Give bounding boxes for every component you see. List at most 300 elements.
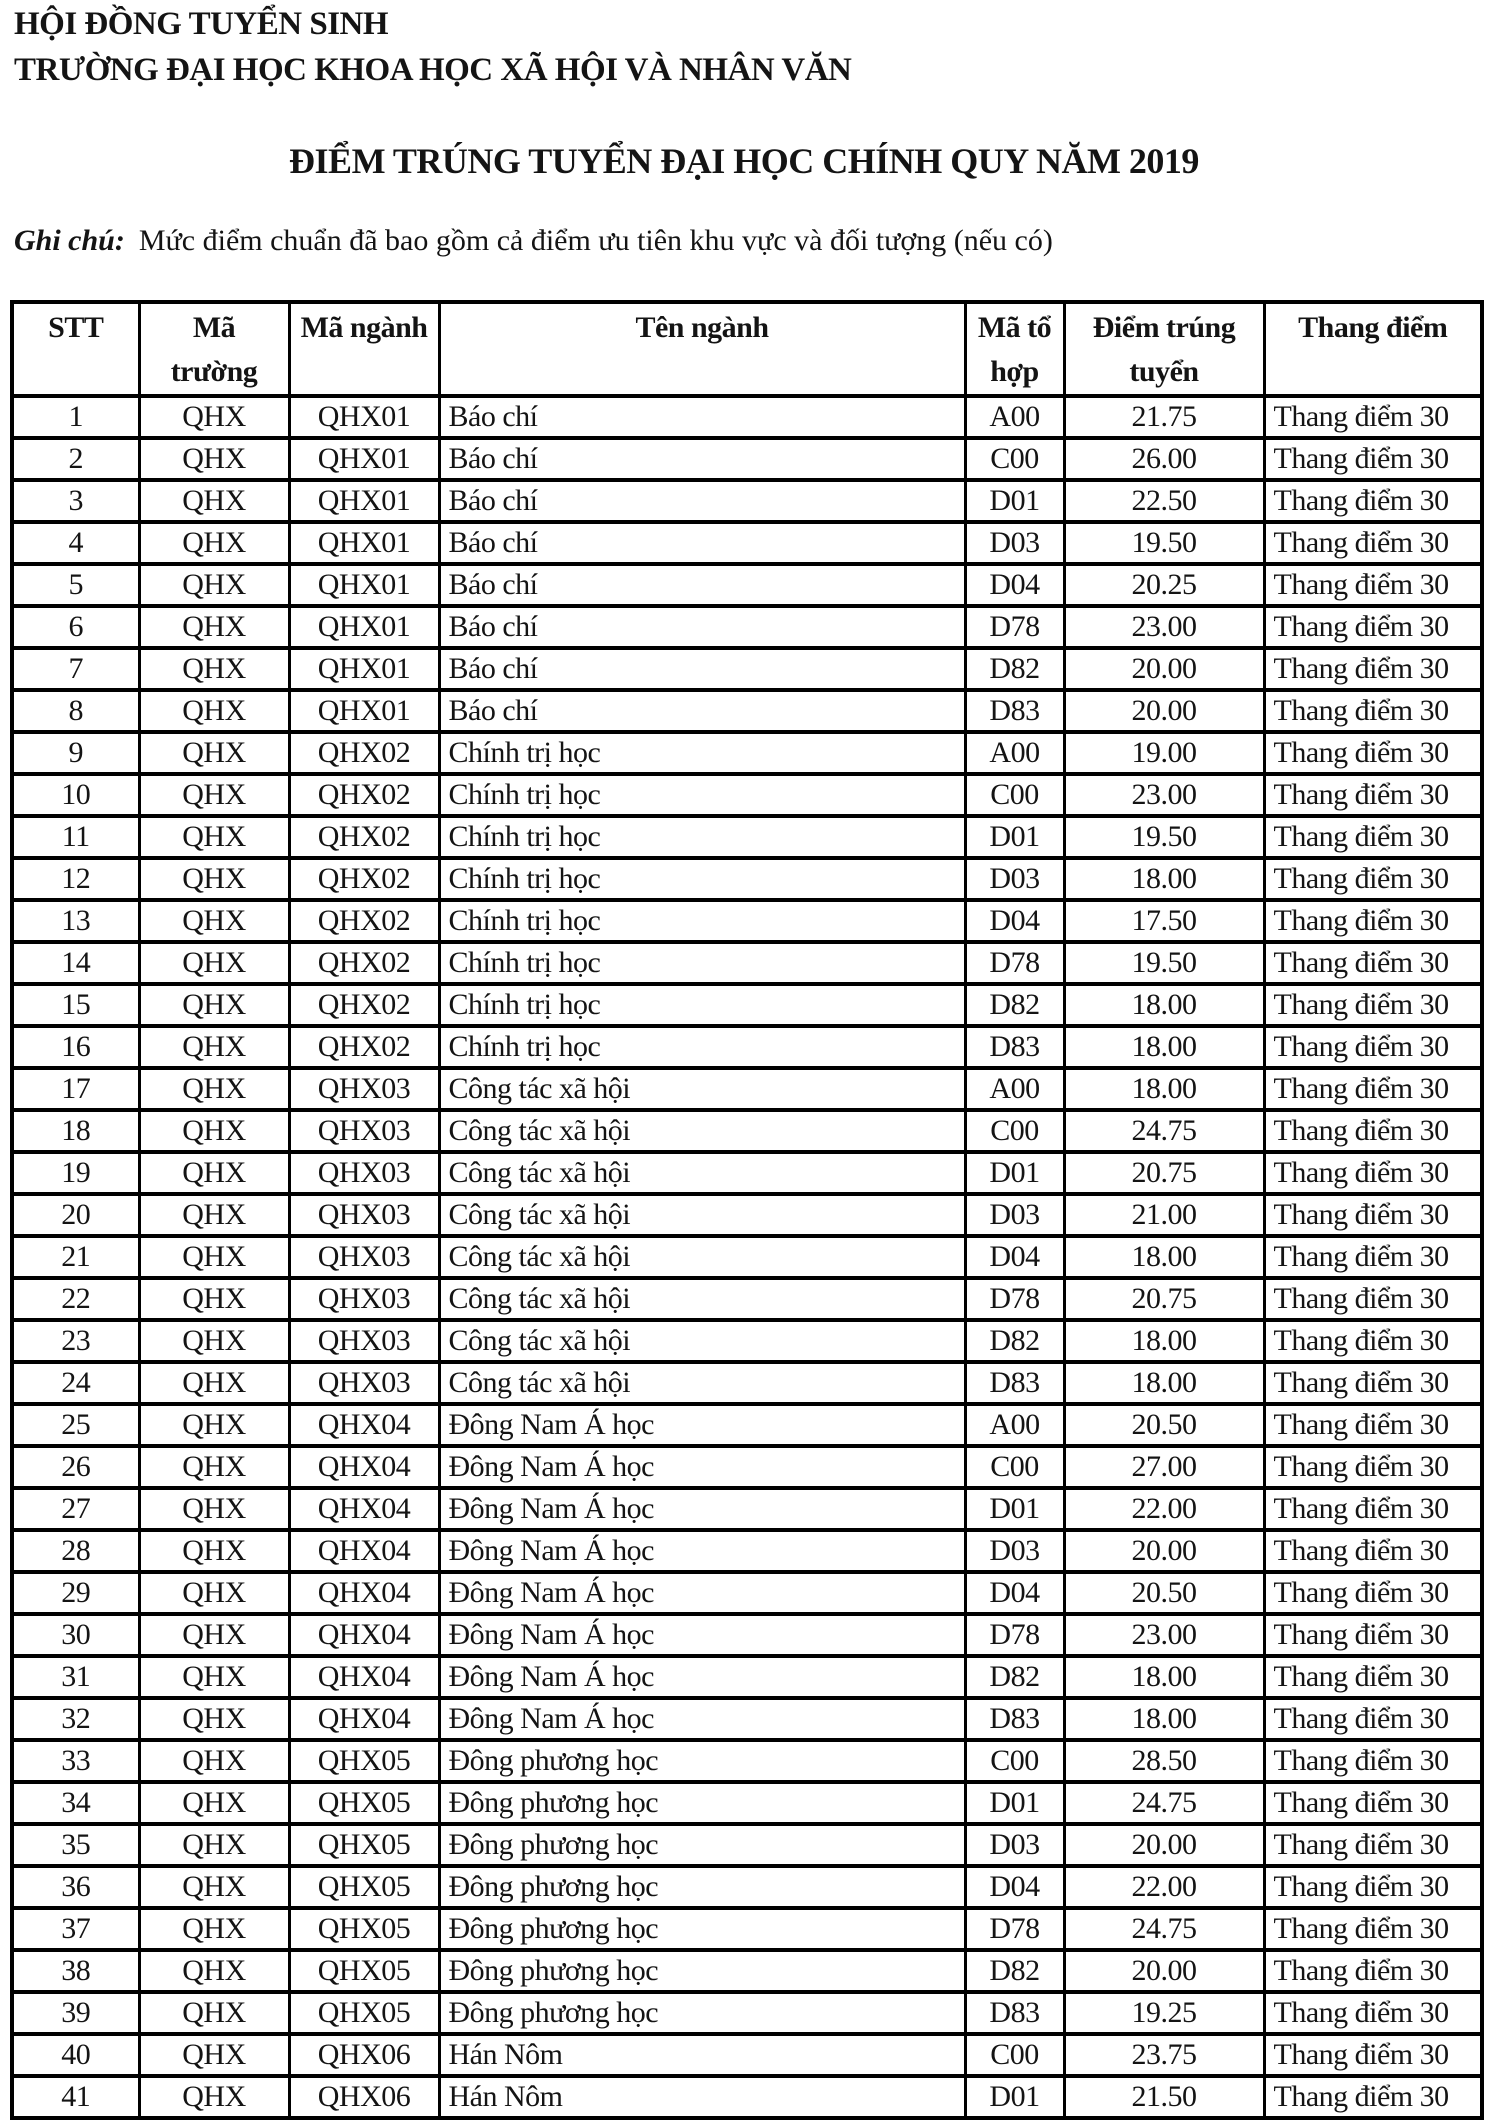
cell-score: 19.50 (1064, 522, 1264, 564)
col-header-major-code (289, 302, 439, 396)
table-row (12, 648, 1482, 690)
cell-major-code: QHX01 (289, 606, 439, 648)
header-line1: Điểm trúng (1092, 311, 1236, 344)
cell-stt: 10 (12, 774, 139, 816)
cell-combo-code: D04 (965, 564, 1064, 606)
cell-school-code: QHX (139, 1320, 289, 1362)
cell-stt: 2 (12, 438, 139, 480)
cell-combo-code: D82 (965, 648, 1064, 690)
table-row (12, 774, 1482, 816)
cell-major-name: Hán Nôm (439, 2034, 965, 2076)
cell-combo-code: D01 (965, 480, 1064, 522)
cell-stt: 22 (12, 1278, 139, 1320)
cell-combo-code: D03 (965, 858, 1064, 900)
cell-school-code: QHX (139, 648, 289, 690)
cell-stt: 36 (12, 1866, 139, 1908)
cell-stt: 4 (12, 522, 139, 564)
cell-scale: Thang điểm 30 (1264, 1362, 1482, 1404)
cell-school-code: QHX (139, 480, 289, 522)
cell-major-code: QHX03 (289, 1320, 439, 1362)
table-row (12, 1362, 1482, 1404)
cell-major-name: Đông phương học (439, 1824, 965, 1866)
cell-score: 22.00 (1064, 1866, 1264, 1908)
note-label: Ghi chú: (14, 224, 125, 257)
cell-scale: Thang điểm 30 (1264, 1698, 1482, 1740)
cell-score: 23.00 (1064, 774, 1264, 816)
cell-school-code: QHX (139, 2076, 289, 2118)
table-row (12, 1026, 1482, 1068)
cell-scale: Thang điểm 30 (1264, 984, 1482, 1026)
table-row (12, 1950, 1482, 1992)
cell-school-code: QHX (139, 1026, 289, 1068)
cell-scale: Thang điểm 30 (1264, 1446, 1482, 1488)
cell-scale: Thang điểm 30 (1264, 2034, 1482, 2076)
cell-school-code: QHX (139, 942, 289, 984)
cell-school-code: QHX (139, 1530, 289, 1572)
table-header (12, 302, 1482, 396)
cell-school-code: QHX (139, 1950, 289, 1992)
table-row (12, 732, 1482, 774)
cell-score: 17.50 (1064, 900, 1264, 942)
cell-stt: 14 (12, 942, 139, 984)
cell-score: 24.75 (1064, 1908, 1264, 1950)
cell-stt: 5 (12, 564, 139, 606)
cell-combo-code: D04 (965, 1236, 1064, 1278)
cell-stt: 33 (12, 1740, 139, 1782)
cell-stt: 8 (12, 690, 139, 732)
cell-score: 21.00 (1064, 1194, 1264, 1236)
cell-stt: 20 (12, 1194, 139, 1236)
cell-score: 18.00 (1064, 1320, 1264, 1362)
cell-score: 23.00 (1064, 606, 1264, 648)
cell-score: 24.75 (1064, 1110, 1264, 1152)
cell-stt: 7 (12, 648, 139, 690)
cell-major-name: Báo chí (439, 480, 965, 522)
table-row (12, 690, 1482, 732)
cell-major-code: QHX04 (289, 1446, 439, 1488)
cell-stt: 13 (12, 900, 139, 942)
table-row (12, 1572, 1482, 1614)
col-header-scale (1264, 302, 1482, 396)
cell-score: 28.50 (1064, 1740, 1264, 1782)
cell-school-code: QHX (139, 1740, 289, 1782)
cell-score: 19.50 (1064, 816, 1264, 858)
cell-major-code: QHX02 (289, 942, 439, 984)
cell-school-code: QHX (139, 522, 289, 564)
cell-combo-code: A00 (965, 396, 1064, 438)
cell-scale: Thang điểm 30 (1264, 480, 1482, 522)
table-row (12, 984, 1482, 1026)
cell-scale: Thang điểm 30 (1264, 732, 1482, 774)
cell-school-code: QHX (139, 774, 289, 816)
cell-major-code: QHX03 (289, 1152, 439, 1194)
cell-scale: Thang điểm 30 (1264, 1110, 1482, 1152)
cell-scale: Thang điểm 30 (1264, 1866, 1482, 1908)
cell-stt: 6 (12, 606, 139, 648)
cell-major-code: QHX04 (289, 1572, 439, 1614)
cell-major-name: Chính trị học (439, 984, 965, 1026)
cell-stt: 21 (12, 1236, 139, 1278)
cell-scale: Thang điểm 30 (1264, 774, 1482, 816)
page-title: ĐIỂM TRÚNG TUYỂN ĐẠI HỌC CHÍNH QUY NĂM 2019 (289, 141, 1199, 181)
cell-stt: 27 (12, 1488, 139, 1530)
cell-school-code: QHX (139, 1824, 289, 1866)
cell-scale: Thang điểm 30 (1264, 1320, 1482, 1362)
col-header-stt (12, 302, 139, 396)
cell-school-code: QHX (139, 606, 289, 648)
header-line2: trường (170, 355, 258, 388)
cell-combo-code: D83 (965, 1026, 1064, 1068)
cell-combo-code: D01 (965, 1152, 1064, 1194)
cell-major-code: QHX03 (289, 1362, 439, 1404)
cell-school-code: QHX (139, 1194, 289, 1236)
cell-school-code: QHX (139, 396, 289, 438)
cell-stt: 35 (12, 1824, 139, 1866)
cell-score: 20.00 (1064, 648, 1264, 690)
table-row (12, 1278, 1482, 1320)
cell-major-name: Công tác xã hội (439, 1362, 965, 1404)
table-row (12, 1110, 1482, 1152)
cell-score: 18.00 (1064, 984, 1264, 1026)
cell-score: 20.00 (1064, 1824, 1264, 1866)
cell-major-name: Đông phương học (439, 1908, 965, 1950)
cell-major-code: QHX02 (289, 858, 439, 900)
cell-score: 18.00 (1064, 1362, 1264, 1404)
cell-school-code: QHX (139, 858, 289, 900)
cell-stt: 9 (12, 732, 139, 774)
cell-combo-code: D82 (965, 1320, 1064, 1362)
cell-major-code: QHX04 (289, 1404, 439, 1446)
cell-school-code: QHX (139, 1404, 289, 1446)
cell-major-code: QHX06 (289, 2076, 439, 2118)
table-row (12, 1152, 1482, 1194)
cell-score: 19.50 (1064, 942, 1264, 984)
cell-score: 22.50 (1064, 480, 1264, 522)
cell-score: 18.00 (1064, 1068, 1264, 1110)
table-row (12, 1446, 1482, 1488)
cell-stt: 28 (12, 1530, 139, 1572)
cell-stt: 37 (12, 1908, 139, 1950)
cell-major-name: Báo chí (439, 438, 965, 480)
cell-school-code: QHX (139, 1908, 289, 1950)
university-name: TRƯỜNG ĐẠI HỌC KHOA HỌC XÃ HỘI VÀ NHÂN VĂN (14, 52, 852, 88)
cell-major-name: Đông phương học (439, 1782, 965, 1824)
cell-school-code: QHX (139, 1866, 289, 1908)
cell-scale: Thang điểm 30 (1264, 1656, 1482, 1698)
cell-major-code: QHX04 (289, 1656, 439, 1698)
col-header-major-name (439, 302, 965, 396)
note (14, 224, 1053, 258)
cell-combo-code: D01 (965, 1782, 1064, 1824)
cell-school-code: QHX (139, 1572, 289, 1614)
cell-major-name: Công tác xã hội (439, 1320, 965, 1362)
cell-score: 23.75 (1064, 2034, 1264, 2076)
cell-stt: 16 (12, 1026, 139, 1068)
table-row (12, 2076, 1482, 2118)
cell-score: 18.00 (1064, 1236, 1264, 1278)
cell-school-code: QHX (139, 1068, 289, 1110)
cell-scale: Thang điểm 30 (1264, 396, 1482, 438)
table-row (12, 1488, 1482, 1530)
cell-major-name: Đông phương học (439, 1950, 965, 1992)
cell-stt: 3 (12, 480, 139, 522)
note-text: Mức điểm chuẩn đã bao gồm cả điểm ưu tiên khu vực và đối tượng (nếu có) (138, 224, 1053, 257)
header-line1: Tên ngành (635, 311, 769, 344)
cell-major-code: QHX04 (289, 1698, 439, 1740)
cell-combo-code: D04 (965, 1866, 1064, 1908)
cell-school-code: QHX (139, 1656, 289, 1698)
cell-major-code: QHX06 (289, 2034, 439, 2076)
cell-scale: Thang điểm 30 (1264, 606, 1482, 648)
cell-major-code: QHX04 (289, 1614, 439, 1656)
cell-combo-code: D03 (965, 1824, 1064, 1866)
header-line2: tuyển (1129, 355, 1199, 388)
table-row (12, 1320, 1482, 1362)
col-header-combo-code (965, 302, 1064, 396)
cell-score: 19.25 (1064, 1992, 1264, 2034)
cell-major-name: Báo chí (439, 606, 965, 648)
cell-score: 20.50 (1064, 1404, 1264, 1446)
cell-score: 18.00 (1064, 1698, 1264, 1740)
cell-major-name: Công tác xã hội (439, 1194, 965, 1236)
cell-score: 20.75 (1064, 1152, 1264, 1194)
cell-scale: Thang điểm 30 (1264, 858, 1482, 900)
cell-major-name: Đông phương học (439, 1866, 965, 1908)
cell-score: 20.00 (1064, 1530, 1264, 1572)
cell-score: 20.75 (1064, 1278, 1264, 1320)
cell-scale: Thang điểm 30 (1264, 1950, 1482, 1992)
cell-stt: 17 (12, 1068, 139, 1110)
cell-combo-code: C00 (965, 1740, 1064, 1782)
table-row (12, 1194, 1482, 1236)
cell-combo-code: D03 (965, 1530, 1064, 1572)
table-row (12, 1824, 1482, 1866)
table-row (12, 1740, 1482, 1782)
table-row (12, 1698, 1482, 1740)
cell-major-code: QHX05 (289, 1824, 439, 1866)
col-header-score (1064, 302, 1264, 396)
cell-combo-code: D83 (965, 1698, 1064, 1740)
cell-major-code: QHX02 (289, 732, 439, 774)
table-row (12, 942, 1482, 984)
cell-scale: Thang điểm 30 (1264, 690, 1482, 732)
cell-stt: 12 (12, 858, 139, 900)
cell-combo-code: A00 (965, 732, 1064, 774)
table-row (12, 564, 1482, 606)
cell-score: 23.00 (1064, 1614, 1264, 1656)
col-header-school-code (139, 302, 289, 396)
cell-score: 20.25 (1064, 564, 1264, 606)
cell-major-name: Công tác xã hội (439, 1278, 965, 1320)
cell-stt: 41 (12, 2076, 139, 2118)
cell-combo-code: D82 (965, 984, 1064, 1026)
cell-major-code: QHX05 (289, 1992, 439, 2034)
cell-school-code: QHX (139, 1278, 289, 1320)
cell-score: 22.00 (1064, 1488, 1264, 1530)
cell-major-code: QHX04 (289, 1488, 439, 1530)
header-line1: Mã (192, 311, 236, 344)
table-row (12, 396, 1482, 438)
cell-major-name: Đông Nam Á học (439, 1656, 965, 1698)
cell-combo-code: D82 (965, 1656, 1064, 1698)
committee-name: HỘI ĐỒNG TUYỂN SINH (14, 6, 389, 42)
header-line1: Thang điểm (1298, 311, 1448, 344)
cell-major-code: QHX05 (289, 1908, 439, 1950)
cell-major-code: QHX01 (289, 522, 439, 564)
cell-combo-code: D01 (965, 2076, 1064, 2118)
cell-major-name: Đông phương học (439, 1740, 965, 1782)
cell-stt: 15 (12, 984, 139, 1026)
cell-major-name: Chính trị học (439, 1026, 965, 1068)
cell-major-name: Báo chí (439, 648, 965, 690)
cell-stt: 11 (12, 816, 139, 858)
cell-school-code: QHX (139, 1488, 289, 1530)
cell-scale: Thang điểm 30 (1264, 1278, 1482, 1320)
header-line1: Mã ngành (300, 311, 428, 344)
cell-combo-code: D83 (965, 1992, 1064, 2034)
cell-major-name: Chính trị học (439, 858, 965, 900)
cell-combo-code: D78 (965, 606, 1064, 648)
cell-major-code: QHX02 (289, 816, 439, 858)
cell-major-code: QHX01 (289, 396, 439, 438)
cell-school-code: QHX (139, 1614, 289, 1656)
cell-scale: Thang điểm 30 (1264, 1194, 1482, 1236)
cell-school-code: QHX (139, 690, 289, 732)
cell-major-name: Chính trị học (439, 732, 965, 774)
cell-scale: Thang điểm 30 (1264, 438, 1482, 480)
cell-scale: Thang điểm 30 (1264, 900, 1482, 942)
cell-combo-code: D78 (965, 942, 1064, 984)
cell-stt: 30 (12, 1614, 139, 1656)
cell-major-code: QHX01 (289, 480, 439, 522)
cell-stt: 40 (12, 2034, 139, 2076)
cell-major-name: Công tác xã hội (439, 1068, 965, 1110)
cell-major-name: Đông phương học (439, 1992, 965, 2034)
cell-scale: Thang điểm 30 (1264, 1404, 1482, 1446)
table-body (12, 396, 1482, 2118)
header-line2: hợp (990, 355, 1039, 388)
cell-school-code: QHX (139, 1446, 289, 1488)
cell-stt: 19 (12, 1152, 139, 1194)
cell-school-code: QHX (139, 984, 289, 1026)
cell-major-name: Công tác xã hội (439, 1110, 965, 1152)
cell-score: 26.00 (1064, 438, 1264, 480)
cell-major-name: Công tác xã hội (439, 1152, 965, 1194)
cell-stt: 23 (12, 1320, 139, 1362)
cell-major-code: QHX05 (289, 1866, 439, 1908)
admission-scores-table (10, 300, 1484, 2120)
cell-score: 21.75 (1064, 396, 1264, 438)
cell-major-name: Hán Nôm (439, 2076, 965, 2118)
cell-score: 20.00 (1064, 1950, 1264, 1992)
cell-major-code: QHX03 (289, 1068, 439, 1110)
header-line1: Mã tổ (977, 311, 1052, 344)
cell-major-code: QHX02 (289, 900, 439, 942)
table-row (12, 606, 1482, 648)
cell-scale: Thang điểm 30 (1264, 1572, 1482, 1614)
cell-combo-code: A00 (965, 1068, 1064, 1110)
cell-stt: 32 (12, 1698, 139, 1740)
cell-school-code: QHX (139, 1362, 289, 1404)
cell-major-code: QHX05 (289, 1740, 439, 1782)
cell-scale: Thang điểm 30 (1264, 1614, 1482, 1656)
cell-stt: 29 (12, 1572, 139, 1614)
cell-combo-code: D78 (965, 1614, 1064, 1656)
cell-scale: Thang điểm 30 (1264, 522, 1482, 564)
table-row (12, 480, 1482, 522)
table-row (12, 858, 1482, 900)
cell-scale: Thang điểm 30 (1264, 2076, 1482, 2118)
cell-school-code: QHX (139, 1782, 289, 1824)
table-row (12, 1404, 1482, 1446)
cell-school-code: QHX (139, 1152, 289, 1194)
cell-major-code: QHX03 (289, 1236, 439, 1278)
cell-major-name: Đông Nam Á học (439, 1446, 965, 1488)
cell-major-name: Chính trị học (439, 816, 965, 858)
cell-school-code: QHX (139, 564, 289, 606)
cell-scale: Thang điểm 30 (1264, 1908, 1482, 1950)
cell-scale: Thang điểm 30 (1264, 1782, 1482, 1824)
table-row (12, 1908, 1482, 1950)
cell-major-code: QHX01 (289, 690, 439, 732)
table-row (12, 1068, 1482, 1110)
cell-score: 21.50 (1064, 2076, 1264, 2118)
table-row (12, 2034, 1482, 2076)
cell-score: 24.75 (1064, 1782, 1264, 1824)
cell-combo-code: D83 (965, 1362, 1064, 1404)
cell-score: 20.50 (1064, 1572, 1264, 1614)
cell-scale: Thang điểm 30 (1264, 1488, 1482, 1530)
cell-combo-code: D83 (965, 690, 1064, 732)
cell-combo-code: D78 (965, 1278, 1064, 1320)
cell-major-code: QHX02 (289, 984, 439, 1026)
cell-combo-code: C00 (965, 1446, 1064, 1488)
cell-major-code: QHX01 (289, 648, 439, 690)
table-row (12, 1530, 1482, 1572)
cell-scale: Thang điểm 30 (1264, 1824, 1482, 1866)
cell-stt: 34 (12, 1782, 139, 1824)
cell-combo-code: C00 (965, 774, 1064, 816)
table-row (12, 1236, 1482, 1278)
cell-scale: Thang điểm 30 (1264, 1530, 1482, 1572)
cell-combo-code: A00 (965, 1404, 1064, 1446)
table-header-row (12, 302, 1482, 396)
table-row (12, 1614, 1482, 1656)
table-row (12, 1866, 1482, 1908)
cell-major-name: Báo chí (439, 522, 965, 564)
cell-major-code: QHX05 (289, 1950, 439, 1992)
cell-major-name: Đông Nam Á học (439, 1488, 965, 1530)
header-line1: STT (48, 311, 104, 344)
cell-combo-code: D04 (965, 1572, 1064, 1614)
cell-school-code: QHX (139, 816, 289, 858)
cell-combo-code: D01 (965, 816, 1064, 858)
cell-major-name: Đông Nam Á học (439, 1614, 965, 1656)
cell-combo-code: C00 (965, 1110, 1064, 1152)
cell-combo-code: D78 (965, 1908, 1064, 1950)
cell-scale: Thang điểm 30 (1264, 1068, 1482, 1110)
cell-major-code: QHX02 (289, 1026, 439, 1068)
cell-major-code: QHX03 (289, 1194, 439, 1236)
cell-score: 19.00 (1064, 732, 1264, 774)
cell-stt: 31 (12, 1656, 139, 1698)
table-row (12, 438, 1482, 480)
cell-major-code: QHX02 (289, 774, 439, 816)
cell-school-code: QHX (139, 732, 289, 774)
cell-stt: 38 (12, 1950, 139, 1992)
cell-combo-code: D82 (965, 1950, 1064, 1992)
cell-major-name: Báo chí (439, 396, 965, 438)
